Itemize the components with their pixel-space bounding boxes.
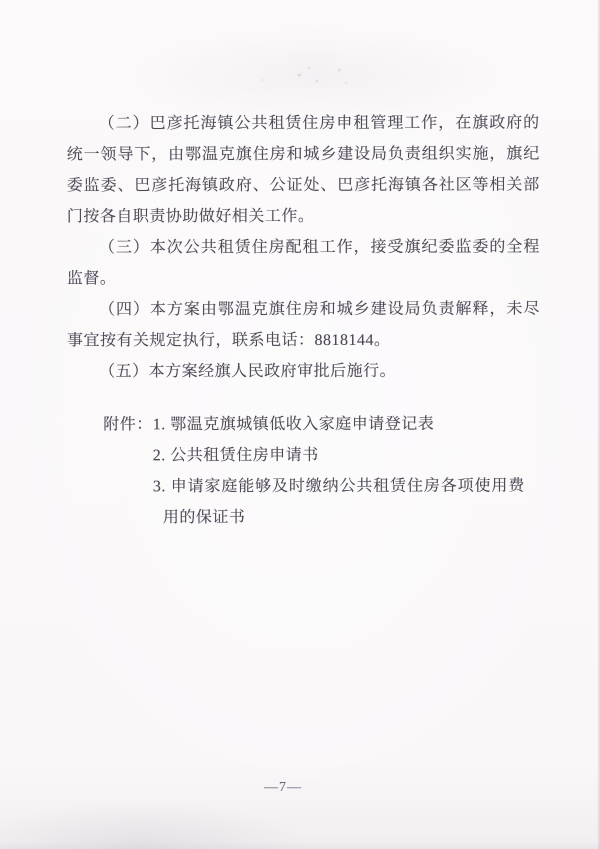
- attachments-label: 附件：: [103, 416, 153, 434]
- scan-smudge: [262, 79, 264, 81]
- scan-smudge: [316, 80, 318, 82]
- scan-smudge: [298, 74, 301, 76]
- scan-smudge: [308, 67, 310, 69]
- attachment-item-1: 1. 鄂温克旗城镇低收入家庭申请登记表: [152, 415, 435, 434]
- scan-smudge: [338, 69, 341, 71]
- page-number: —7—: [264, 780, 302, 795]
- paragraph-clause-5: （五）本方案经旗人民政府审批后施行。: [99, 362, 397, 381]
- scan-smudge: [345, 82, 347, 84]
- attachment-item-3: 3. 申请家庭能够及时缴纳公共租赁住房各项使用费用的保证书: [152, 477, 525, 527]
- attachments-block: [103, 409, 540, 534]
- attachments-list: [153, 409, 525, 534]
- paragraph-clause-4: （四）本方案由鄂温克旗住房和城乡建设局负责解释，未尽事宜按有关规定执行，联系电话：8818144。: [67, 300, 540, 350]
- paragraph-clause-3: （三）本次公共租赁住房配租工作，接受旗纪委监委的全程监督。: [66, 238, 540, 288]
- attachment-item-2: 2. 公共租赁住房申请书: [152, 446, 319, 465]
- document-body: [67, 108, 541, 534]
- paragraph-clause-2: （二）巴彦托海镇公共租赁住房申租管理工作，在旗政府的统一领导下，由鄂温克旗住房和城乡建设局负责组织实施，旗纪委监委、巴彦托海镇政府、公证处、巴彦托海镇各社区等相关部门按各自职责协助做好相关工作。: [66, 114, 540, 226]
